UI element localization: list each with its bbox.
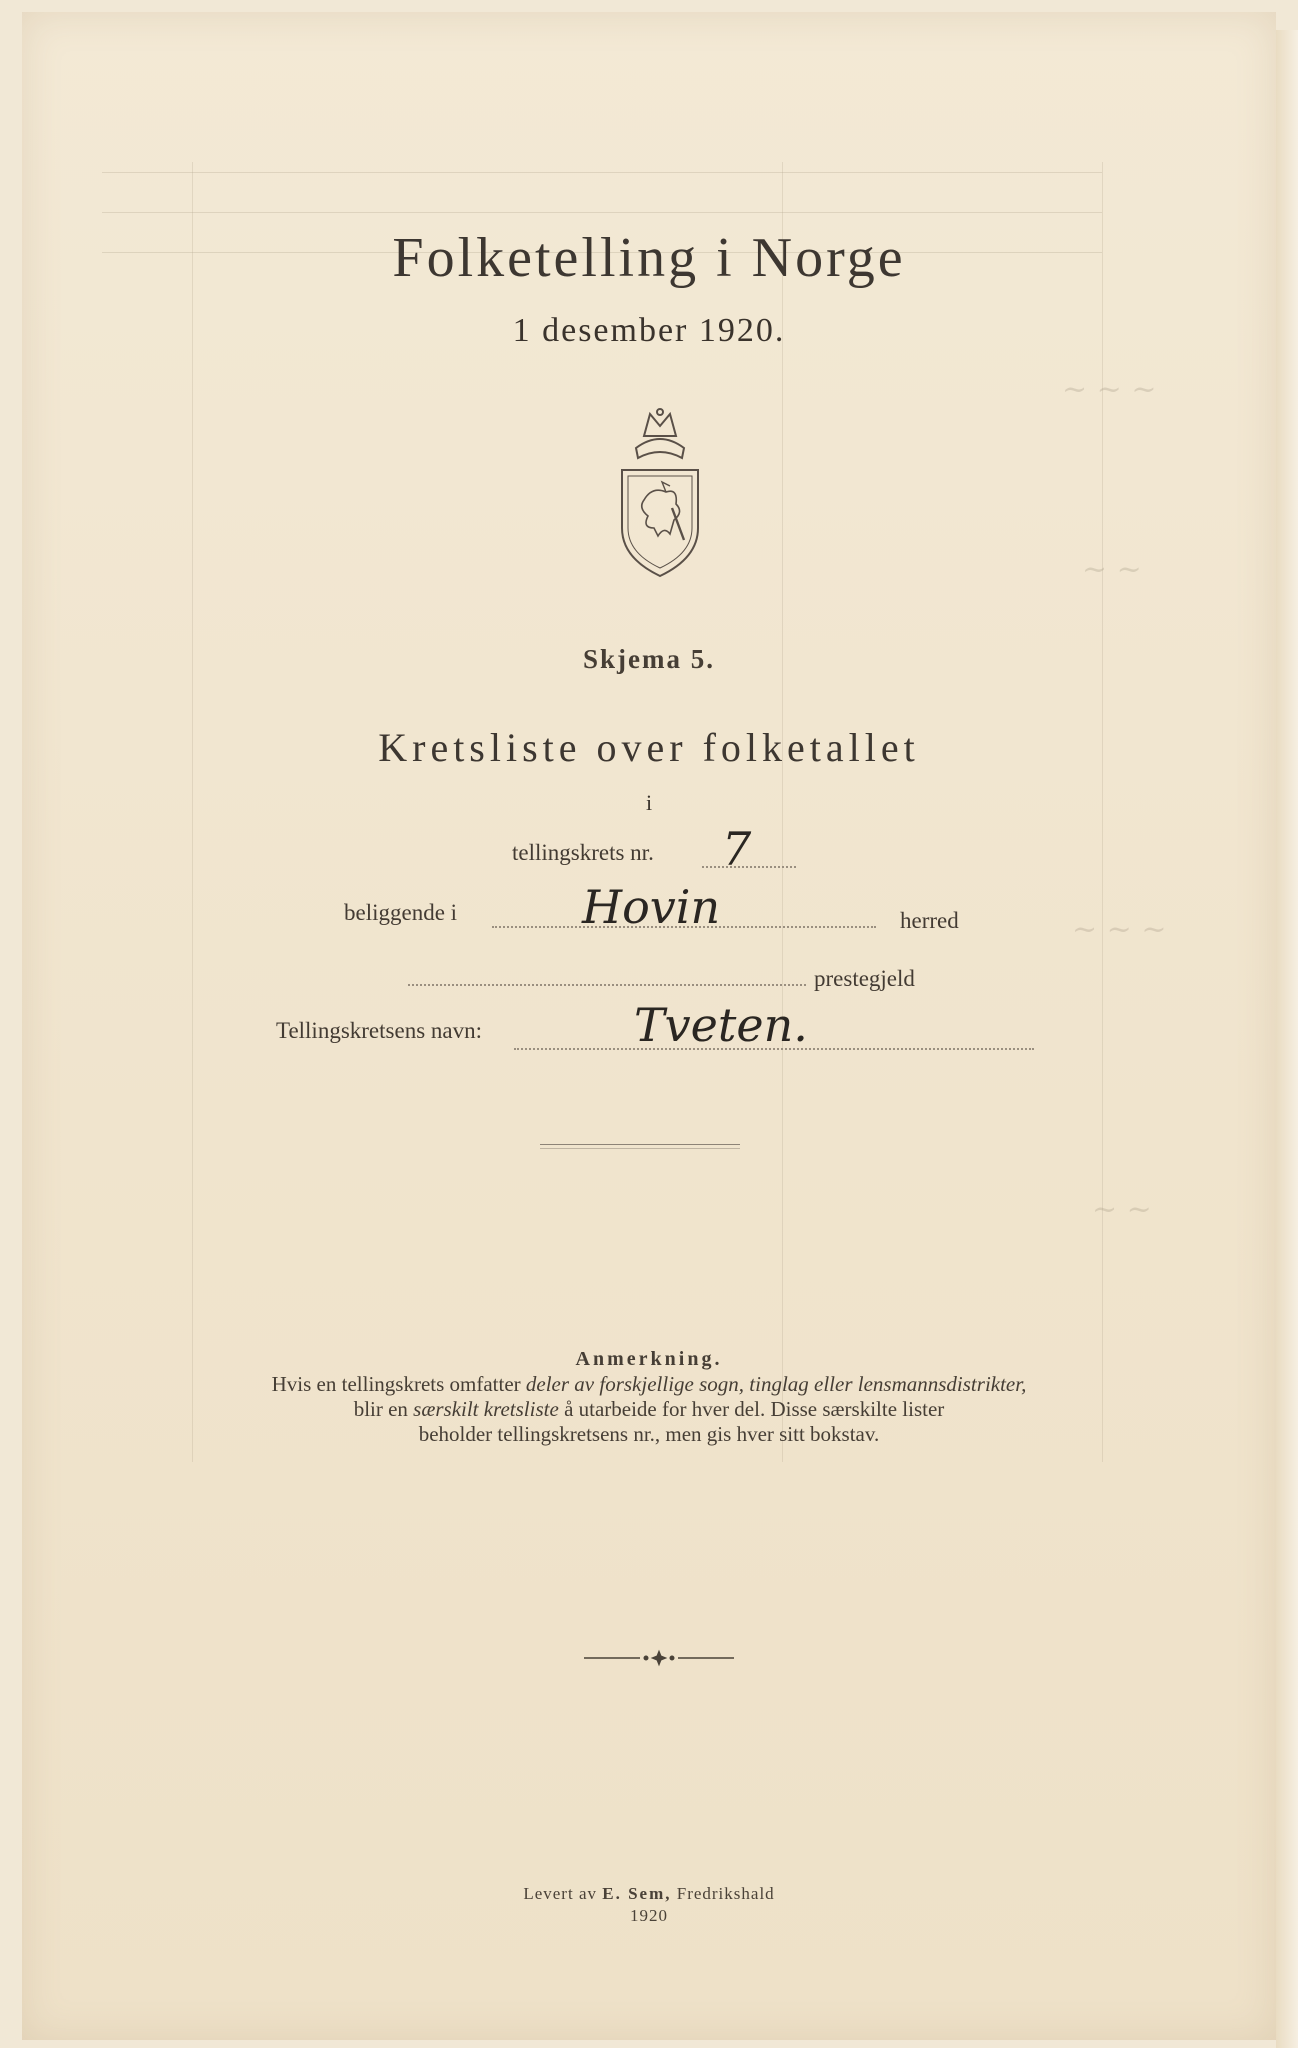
printer-name: E. Sem, (602, 1884, 672, 1903)
parish-label: prestegjeld (814, 966, 915, 991)
star-ornament-icon (584, 1648, 734, 1668)
section-divider (540, 1148, 740, 1149)
section-divider (540, 1144, 740, 1145)
note-line-2 (22, 1397, 1276, 1422)
bleed-through-rule (102, 172, 1102, 173)
krets-number-label: tellingskrets nr. (512, 840, 654, 865)
bleed-through-writing: ~ ~ (1082, 552, 1142, 587)
document-title: Folketelling i Norge (392, 227, 906, 289)
district-name-label: Tellingskretsens navn: (276, 1018, 482, 1043)
district-name-value: Tveten. (634, 998, 808, 1052)
bleed-through-writing: ~ ~ ~ (1072, 912, 1167, 947)
bleed-through-rule (102, 212, 1102, 213)
printer-year: 1920 (630, 1906, 668, 1925)
location-value: Hovin (582, 880, 721, 934)
page-edge (1276, 30, 1298, 2048)
krets-number-value: 7 (722, 822, 752, 876)
schema-number: Skjema 5. (583, 644, 715, 674)
herred-label: herred (900, 908, 959, 933)
note-line-2-emphasis: særskilt kretsliste (413, 1397, 559, 1421)
note-line-1-text: Hvis en tellingskrets omfatter (271, 1372, 526, 1396)
location-label: beliggende i (344, 900, 458, 925)
printer-credit (22, 1884, 1276, 1904)
note-title: Anmerkning. (575, 1348, 723, 1370)
bleed-through-writing: ~ ~ ~ (1062, 372, 1157, 407)
printer-place: Fredrikshald (671, 1884, 775, 1903)
form-heading: Kretsliste over folketallet (378, 725, 920, 770)
census-form-page (22, 12, 1276, 2040)
note-line-3: beholder tellingskretsens nr., men gis hver sitt bokstav. (418, 1422, 880, 1446)
note-line-1 (22, 1372, 1276, 1397)
parish-line (408, 984, 806, 986)
note-line-1-emphasis: deler av forskjellige sogn, tinglag eller lensmannsdistrikter, (525, 1372, 1027, 1396)
norwegian-coat-of-arms-icon (614, 408, 706, 578)
preposition-i: i (645, 790, 653, 815)
printer-prefix: Levert av (523, 1884, 603, 1903)
census-date: 1 desember 1920. (512, 312, 786, 349)
note-line-2-text-b: å utarbeide for hver del. Disse særskilte lister (558, 1397, 945, 1421)
note-line-2-text-a: blir en (353, 1397, 414, 1421)
bleed-through-writing: ~ ~ (1092, 1192, 1152, 1227)
